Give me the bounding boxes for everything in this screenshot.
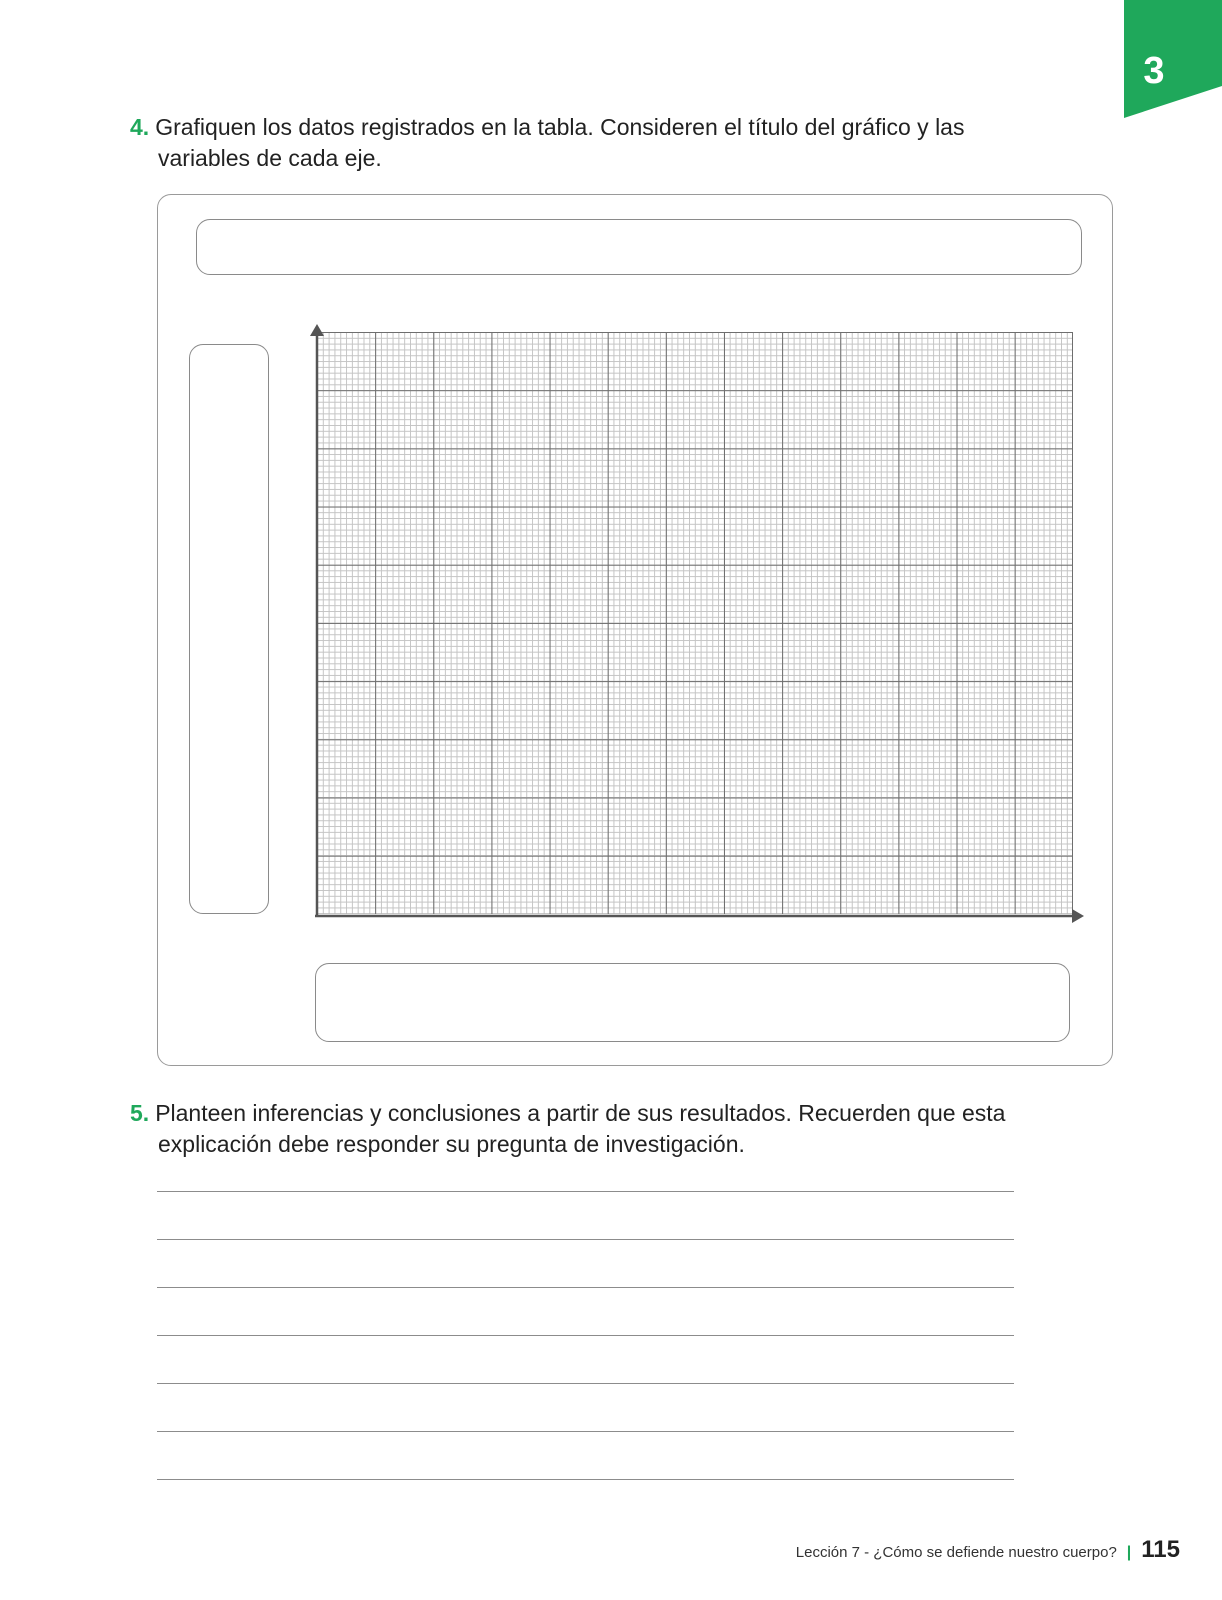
answer-line[interactable] [157,1239,1014,1240]
question-4-text-line2: variables de cada eje. [158,145,382,171]
footer-separator: | [1126,1544,1132,1561]
x-axis-label-box[interactable] [315,963,1070,1042]
answer-line[interactable] [157,1383,1014,1384]
y-axis-arrow-icon [310,324,324,336]
x-axis-arrow-icon [1072,909,1084,923]
answer-line[interactable] [157,1287,1014,1288]
answer-line[interactable] [157,1191,1014,1192]
page-number: 115 [1141,1536,1180,1563]
page-footer [796,1536,1180,1564]
question-5-text-line1: Planteen inferencias y conclusiones a partir de sus resultados. Recuerden que esta [155,1100,1006,1126]
question-5 [130,1098,1005,1160]
answer-line[interactable] [157,1335,1014,1336]
answer-line[interactable] [157,1479,1014,1480]
question-4-number: 4. [130,114,150,140]
lesson-title: Lección 7 - ¿Cómo se defiende nuestro cuerpo? [795,1544,1117,1561]
unit-number: 3 [1143,50,1165,92]
question-4-text-line1: Grafiquen los datos registrados en la tabla. Consideren el título del gráfico y las [155,114,965,140]
question-5-number: 5. [130,1100,150,1126]
question-5-text-line2: explicación debe responder su pregunta de investigación. [158,1131,745,1157]
answer-line[interactable] [157,1431,1014,1432]
